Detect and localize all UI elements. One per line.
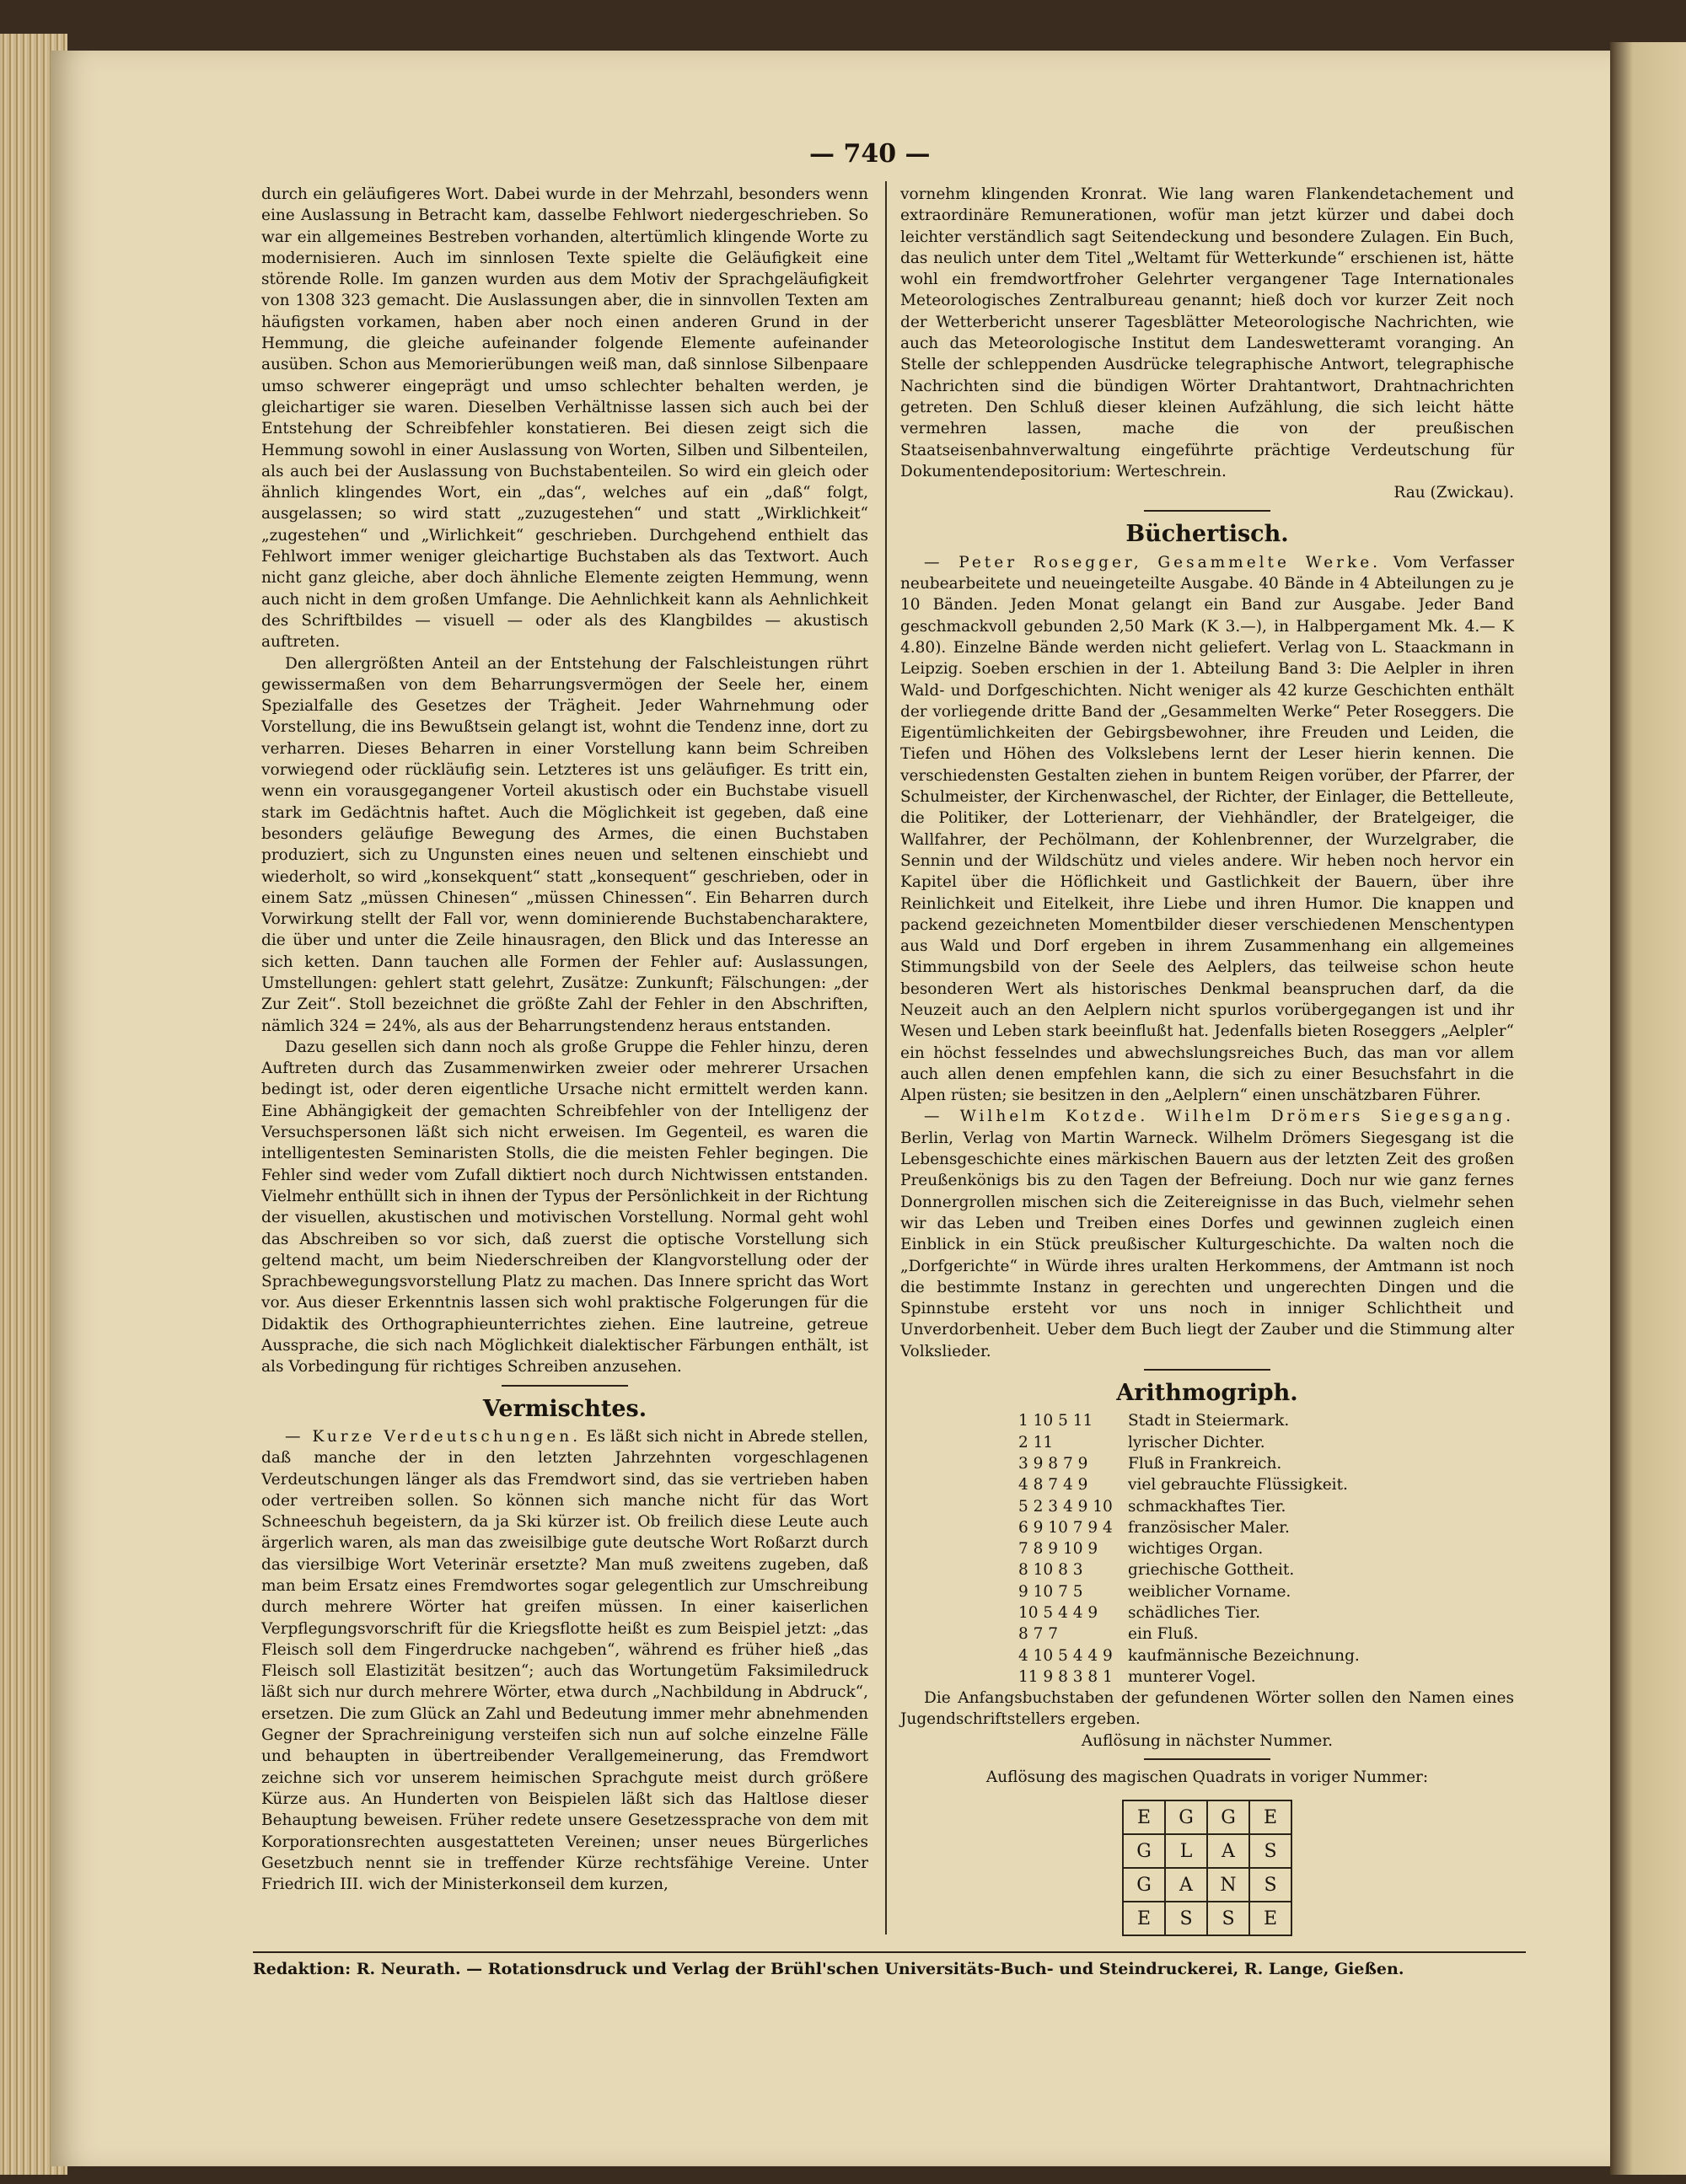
- puzzle-numbers: 8 7 7: [1018, 1625, 1059, 1644]
- left-column: [261, 184, 868, 1895]
- puzzle-row: [900, 1474, 1514, 1495]
- section-title-vermischtes: Vermischtes.: [482, 1395, 647, 1422]
- grid-cell: S: [1165, 1902, 1207, 1935]
- puzzle-clue: weiblicher Vorname.: [1128, 1582, 1291, 1601]
- puzzle-clue: lyrischer Dichter.: [1128, 1433, 1265, 1452]
- grid-cell: L: [1165, 1834, 1207, 1868]
- puzzle-numbers: 9 10 7 5: [1018, 1582, 1083, 1601]
- puzzle-clue: munterer Vogel.: [1128, 1667, 1256, 1686]
- puzzle-numbers: 6 9 10 7 9 4: [1018, 1518, 1113, 1537]
- grid-cell: G: [1165, 1800, 1207, 1834]
- puzzle-row: [900, 1666, 1514, 1688]
- item-lead: — Kurze Verdeutschungen.: [285, 1427, 582, 1446]
- puzzle-clue: ein Fluß.: [1128, 1625, 1199, 1644]
- grid-cell: E: [1123, 1800, 1165, 1834]
- grid-cell: E: [1249, 1902, 1291, 1935]
- puzzle-clue: Fluß in Frankreich.: [1128, 1454, 1282, 1473]
- puzzle-numbers: 4 10 5 4 4 9: [1018, 1646, 1113, 1665]
- section-rule: [502, 1385, 628, 1387]
- previous-solution-title: Auflösung des magischen Quadrats in voriger Nummer:: [985, 1768, 1429, 1787]
- puzzle-row: [900, 1602, 1514, 1623]
- grid-cell: E: [1123, 1902, 1165, 1935]
- puzzle-row: [900, 1453, 1514, 1474]
- grid-cell: N: [1207, 1868, 1249, 1902]
- section-rule: [1144, 1758, 1270, 1760]
- review-lead: — Peter Rosegger, Gesammelte Werke.: [924, 553, 1382, 571]
- grid-cell: E: [1249, 1800, 1291, 1834]
- puzzle-row: [900, 1623, 1514, 1645]
- review-body: Vom Verfasser neubearbeitete und neueingeteilte Ausgabe. 40 Bände in 4 Abteilungen zu je 10 Bänden. Jeden Monat gelangt ein Band zur Ausgabe. Jeder Band geschmackvoll gebunden 2,50 Mark (K 3.—), in Halbpergament Mk. 4.— K 4.80). Einzelne Bände werden nicht geliefert. Verlag von L. Staackmann in Leipzig. Soeben erschien in der 1. Abteilung Band 3: Die Aelpler in ihren Wald- und Dorfgeschichten. Nicht weniger als 42 kurze Geschichten enthält der vorliegende dritte Band der „Gesammelten Werke“ Peter Roseggers. Die Eigentümlichkeiten der Gebirgsbewohner, ihre Freuden und Leiden, die Tiefen und Höhen des Volkslebens lernt der Leser hierin kennen. Die verschiedensten Gestalten ziehen in buntem Reigen vorüber, der Pfarrer, der Schulmeister, der Kirchenwaschel, der Richter, der Einlager, die Bettelleute, die Politiker, der Lotterienarr, der Viehhändler, der Bratelgeiger, die Wallfahrer, der Pechölmann, der Kohlenbrenner, der Wurzelgraber, die Sennin und der Wildschütz und vieles andere. Wir heben noch hervor ein Kapitel über die Höflichkeit und Gastlichkeit der Bauern, über ihre Reinlichkeit und Eitelkeit, ihre Liebe und ihren Humor. Die knappen und packend gezeichneten Momentbilder dieser verschiedenen Menschentypen aus Wald und Dorf ergeben in ihrem Zusammenhang ein allgemeines Stimmungsbild von der Seele des Aelplers, das teilweise schon heute besonderen Wert als historisches Denkmal beanspruchen darf, da die Neuzeit auch an den Aelplern nicht spurlos vorübergegangen ist und ihr Wesen und Leben stark beeinflußt hat. Jedenfalls bieten Roseggers „Aelpler“ ein höchst fesselndes und abwechslungsreiches Buch, das man vor allem auch allen denen empfehlen kann, die sich zu einer Besuchsfahrt in die Alpen rüsten; sie besitzen in den „Aelplern“ einen unschätzbaren Führer.: [900, 553, 1514, 1105]
- grid-row: [1123, 1834, 1291, 1868]
- column-divider: [885, 181, 887, 1934]
- puzzle-list: [900, 1410, 1514, 1688]
- article-paragraph: durch ein geläufigeres Wort. Dabei wurde in der Mehrzahl, besonders wenn eine Auslassung in Betracht kam, dasselbe Fehlwort niedergeschrieben. So war ein allgemeines Bestreben vorhanden, altertümlich klingende Worte zu modernisieren. Auch im sinnlosen Texte spielte die Geläufigkeit eine störende Rolle. Im ganzen wurden aus dem Motiv der Sprachgeläufigkeit von 1308 323 gemacht. Die Auslassungen aber, die in sinnvollen Texten am häufigsten vorkamen, haben aber noch einen anderen Grund in der Hemmung, die gleiche aufeinander folgende Elemente aufeinander ausüben. Schon aus Memorierübungen weiß man, daß sinnlose Silbenpaare umso schwerer eingeprägt und umso schlechter behalten werden, je gleichartiger sie waren. Dieselben Verhältnisse lassen sich auch bei der Entstehung der Schreibfehler konstatieren. Bei diesen zeigt sich die Hemmung sowohl in einer Auslassung von Worten, Silben und Silbenteilen, als auch bei der Auslassung von Buchstabenteilen. So wird ein gleich oder ähnlich klingendes Wort, ein „das“, welches auf ein „daß“ folgt, ausgelassen; so wird statt „zuzugestehen“ und statt „Wirklichkeit“ „zugestehen“ und „Wirlichkeit“ geschrieben. Durchgehend enthielt das Fehlwort immer weniger gleichartige Buchstaben als das Textwort. Auch nicht ganz gleiche, aber doch ähnliche Elemente zeigten Hemmung, wenn auch nicht in dem großen Umfange. Die Aehnlichkeit kann als Aehnlichkeit des Schriftbildes — visuell — oder als des Klangbildes — akustisch auftreten.: [261, 185, 868, 652]
- grid-cell: A: [1165, 1868, 1207, 1902]
- puzzle-clue: kaufmännische Bezeichnung.: [1128, 1646, 1360, 1665]
- section-title-arithmogriph: Arithmogriph.: [1116, 1380, 1298, 1407]
- puzzle-numbers: 2 11: [1018, 1433, 1054, 1452]
- puzzle-row: [900, 1432, 1514, 1453]
- puzzle-clue: französischer Maler.: [1128, 1518, 1290, 1537]
- puzzle-numbers: 10 5 4 4 9: [1018, 1604, 1098, 1622]
- grid-cell: S: [1207, 1902, 1249, 1935]
- puzzle-numbers: 8 10 8 3: [1018, 1561, 1083, 1580]
- puzzle-numbers: 11 9 8 3 8 1: [1018, 1667, 1113, 1686]
- solution-next-note: Auflösung in nächster Nummer.: [1081, 1731, 1334, 1750]
- puzzle-clue: schädliches Tier.: [1128, 1604, 1260, 1622]
- page-number: — 740 —: [809, 139, 931, 169]
- puzzle-row: [900, 1410, 1514, 1431]
- grid-cell: G: [1207, 1800, 1249, 1834]
- author-signature: Rau (Zwickau).: [1393, 484, 1514, 502]
- grid-cell: G: [1123, 1868, 1165, 1902]
- puzzle-note: Die Anfangsbuchstaben der gefundenen Wörter sollen den Namen eines Jugendschriftstellers ergeben.: [900, 1689, 1514, 1729]
- puzzle-clue: Stadt in Steiermark.: [1128, 1412, 1290, 1430]
- grid-row: [1123, 1868, 1291, 1902]
- grid-cell: G: [1123, 1834, 1165, 1868]
- review-paragraph: [900, 552, 1514, 1107]
- grid-cell: S: [1249, 1834, 1291, 1868]
- footer-rule: [253, 1951, 1526, 1953]
- section-rule: [1144, 510, 1270, 512]
- grid-row: [1123, 1800, 1291, 1834]
- puzzle-row: [900, 1559, 1514, 1580]
- facing-page-edge: [1610, 42, 1686, 2175]
- puzzle-numbers: 4 8 7 4 9: [1018, 1476, 1088, 1494]
- article-paragraph: Dazu gesellen sich dann noch als große Gruppe die Fehler hinzu, deren Auftreten durch das Zusammenwirken zweier oder mehrerer Ursachen bedingt ist, oder deren eigentliche Ursache nicht ermittelt werden kann. Eine Abhängigkeit der gemachten Schreibfehler von der Intelligenz der Versuchspersonen läßt sich nicht erweisen. Im Gegenteil, es waren die intelligentesten Seminaristen Stolls, die die meisten Fehler begingen. Die Fehler sind weder vom Zufall diktiert noch durch Nichtwissen entstanden. Vielmehr enthüllt sich in ihnen der Typus der Persönlichkeit in der Richtung der visuellen, akustischen und motivischen Vorstellung. Normal geht wohl das Abschreiben so vor sich, daß zuerst die optische Vorstellung sich geltend macht, um beim Niederschreiben der Klangvorstellung oder der Sprachbewegungsvorstellung Platz zu machen. Das Innere spricht das Wort vor. Aus dieser Erkenntnis lassen sich wohl praktische Folgerungen für die Didaktik des Orthographieunterrichtes ziehen. Eine lautreine, getreue Aussprache, die sich nach Möglichkeit dialektischer Färbungen enthält, ist als Vorbedingung für richtiges Schreiben anzusehen.: [261, 1038, 868, 1376]
- right-column: [900, 184, 1514, 1936]
- puzzle-row: [900, 1496, 1514, 1517]
- grid-cell: S: [1249, 1868, 1291, 1902]
- article-paragraph: vornehm klingenden Kronrat. Wie lang waren Flankendetachement und extraordinäre Remunerationen, wofür man jetzt kürzer und dabei doch leichter verständlich sagt Seitendeckung und besondere Zulagen. Ein Buch, das neulich unter dem Titel „Weltamt für Wetterkunde“ erschienen ist, hätte wohl ein fremdwortfroher Gelehrter vergangener Tage Internationales Meteorologisches Zentralbureau genannt; hieß doch vor kurzer Zeit noch der Wetterbericht unserer Tagesblätter Meteorologische Nachrichten, wie auch das Meteorologische Institut dem Landeswetteramt voranging. An Stelle der schleppenden Ausdrücke telegraphische Antwort, telegraphische Nachrichten sind die bündigen Wörter Drahtantwort, Drahtnachrichten getreten. Den Schluß dieser kleinen Aufzählung, die sich leicht hätte vermehren lassen, mache die von der preußischen Staatseisenbahnverwaltung eingeführte prächtige Verdeutschung für Dokumentendepositorium: Werteschrein.: [900, 185, 1514, 480]
- grid-row: [1123, 1902, 1291, 1935]
- item-body: Es läßt sich nicht in Abrede stellen, daß manche der in den letzten Jahrzehnten vorgeschlagenen Verdeutschungen länger als das Fremdwort sind, das sie vertrieben haben oder vertreiben sollen. So können sich manche nicht für das Wort Schneeschuh begeistern, da ja Ski kürzer ist. Ob freilich diese Leute auch ärgerlich waren, als man das zweisilbige gute deutsche Wort Roßarzt durch das viersilbige Wort Veterinär ersetzte? Man muß zweitens zugeben, daß man beim Ersatz eines Fremdwortes sogar gelegentlich zur Umschreibung durch mehrere Wörter hat greifen müssen. In einer kaiserlichen Verpflegungsvorschrift für die Kriegsflotte heißt es zum Beispiel jetzt: „das Fleisch soll dem Fingerdrucke nachgeben“, während es früher hieß „das Fleisch soll Elastizität besitzen“; auch das Wortungetüm Faksimiledruck läßt sich nur durch mehrere Wörter, etwa durch „Nachbildung in Abdruck“, ersetzen. Die zum Glück an Zahl und Bedeutung immer mehr abnehmenden Gegner der Sprachreinigung versteifen sich nun auf solche einzelne Fälle und behaupten in übertreibender Verallgemeinerung, das Fremdwort zeichne sich vor unserem heimischen Sprachgute meist durch größere Kürze aus. An Hunderten von Beispielen läßt sich das Haltlose dieser Behauptung beweisen. Früher redete unsere Gesetzessprache von dem mit Korporationsrechten ausgestatteten Vereinen; unser neues Bürgerliches Gesetzbuch nennt sie in treffender Kürze rechtsfähige Vereine. Unter Friedrich III. wich der Ministerkonseil dem kurzen,: [261, 1427, 868, 1894]
- puzzle-row: [900, 1517, 1514, 1538]
- magic-square-grid: [1122, 1800, 1292, 1936]
- section-rule: [1144, 1369, 1270, 1371]
- puzzle-clue: griechische Gottheit.: [1128, 1561, 1295, 1580]
- puzzle-clue: schmackhaftes Tier.: [1128, 1497, 1286, 1516]
- review-body: Berlin, Verlag von Martin Warneck. Wilhelm Drömers Siegesgang ist die Lebensgeschichte eines märkischen Bauern aus der letzten Zeit des großen Preußenkönigs bis zu den Tagen der Befreiung. Doch nur wie ganz fernes Donnergrollen mischen sich die Zeitereignisse in das Buch, vielmehr sehen wir das Leben und Treiben eines Dorfes und gewinnen zugleich einen Einblick in ein Stück preußischer Kulturgeschichte. Da walten noch die „Dorfgerichte“ in Würde ihres uralten Herkommens, der Amtmann ist noch die bestimmte Instanz in gerechten und ungerechten Dingen und die Spinnstube ersteht vor uns noch in inniger Schlichtheit und Unverdorbenheit. Ueber dem Buch liegt der Zauber und die Stimmung alter Volkslieder.: [900, 1129, 1514, 1360]
- article-paragraph: Den allergrößten Anteil an der Entstehung der Falschleistungen rührt gewissermaßen von dem Beharrungsvermögen der Seele her, einem Spezialfalle des Gesetzes der Trägheit. Jeder Wahrnehmung oder Vorstellung, die ins Bewußtsein gelangt ist, wohnt die Tendenz inne, dort zu verharren. Dieses Beharren in einer Vorstellung kann beim Schreiben vorwiegend oder rückläufig sein. Letzteres ist uns geläufiger. Es tritt ein, wenn ein vorausgegangener Vorteil akustisch oder ein Buchstabe visuell stark im Gedächtnis haftet. Auch die Möglichkeit ist gegeben, daß eine besonders geläufige Bewegung des Armes, die einen Buchstaben produziert, sich zu Ungunsten eines neuen und seltenen einschiebt und wiederholt, so wird „konsekquent“ statt „konsequent“ geschrieben, oder in einem Satz „müssen Chinesen“ „müssen Chinessen“. Ein Beharren durch Vorwirkung stellt der Fall vor, wenn dominierende Buchstabencharaktere, die über und unter die Zeile hinausragen, den Blick und das Interesse an sich ketten. Dann tauchen alle Formen der Fehler auf: Auslassungen, Umstellungen: gehlert statt gelehrt, Zusätze: Zunkunft; Fälschungen: „der Zur Zeit“. Stoll bezeichnet die größte Zahl der Fehler in den Abschriften, nämlich 324 = 24%, als aus der Beharrungstendenz heraus entstanden.: [261, 654, 868, 1035]
- review-paragraph: [900, 1106, 1514, 1362]
- imprint-footer: Redaktion: R. Neurath. — Rotationsdruck und Verlag der Brühl'schen Universitäts-Buch- und Steindruckerei, R. Lange, Gießen.: [253, 1960, 1404, 1978]
- puzzle-numbers: 5 2 3 4 9 10: [1018, 1497, 1113, 1516]
- puzzle-row: [900, 1538, 1514, 1559]
- puzzle-clue: viel gebrauchte Flüssigkeit.: [1128, 1476, 1348, 1494]
- puzzle-numbers: 1 10 5 11: [1018, 1412, 1093, 1430]
- puzzle-clue: wichtiges Organ.: [1128, 1540, 1264, 1559]
- puzzle-row: [900, 1581, 1514, 1602]
- vermischtes-text: [261, 1426, 868, 1896]
- grid-cell: A: [1207, 1834, 1249, 1868]
- puzzle-row: [900, 1645, 1514, 1666]
- section-title-buechertisch: Büchertisch.: [1125, 521, 1289, 548]
- review-lead: — Wilhelm Kotzde. Wilhelm Drömers Siegesgang.: [924, 1108, 1514, 1126]
- puzzle-numbers: 3 9 8 7 9: [1018, 1454, 1088, 1473]
- puzzle-numbers: 7 8 9 10 9: [1018, 1540, 1098, 1559]
